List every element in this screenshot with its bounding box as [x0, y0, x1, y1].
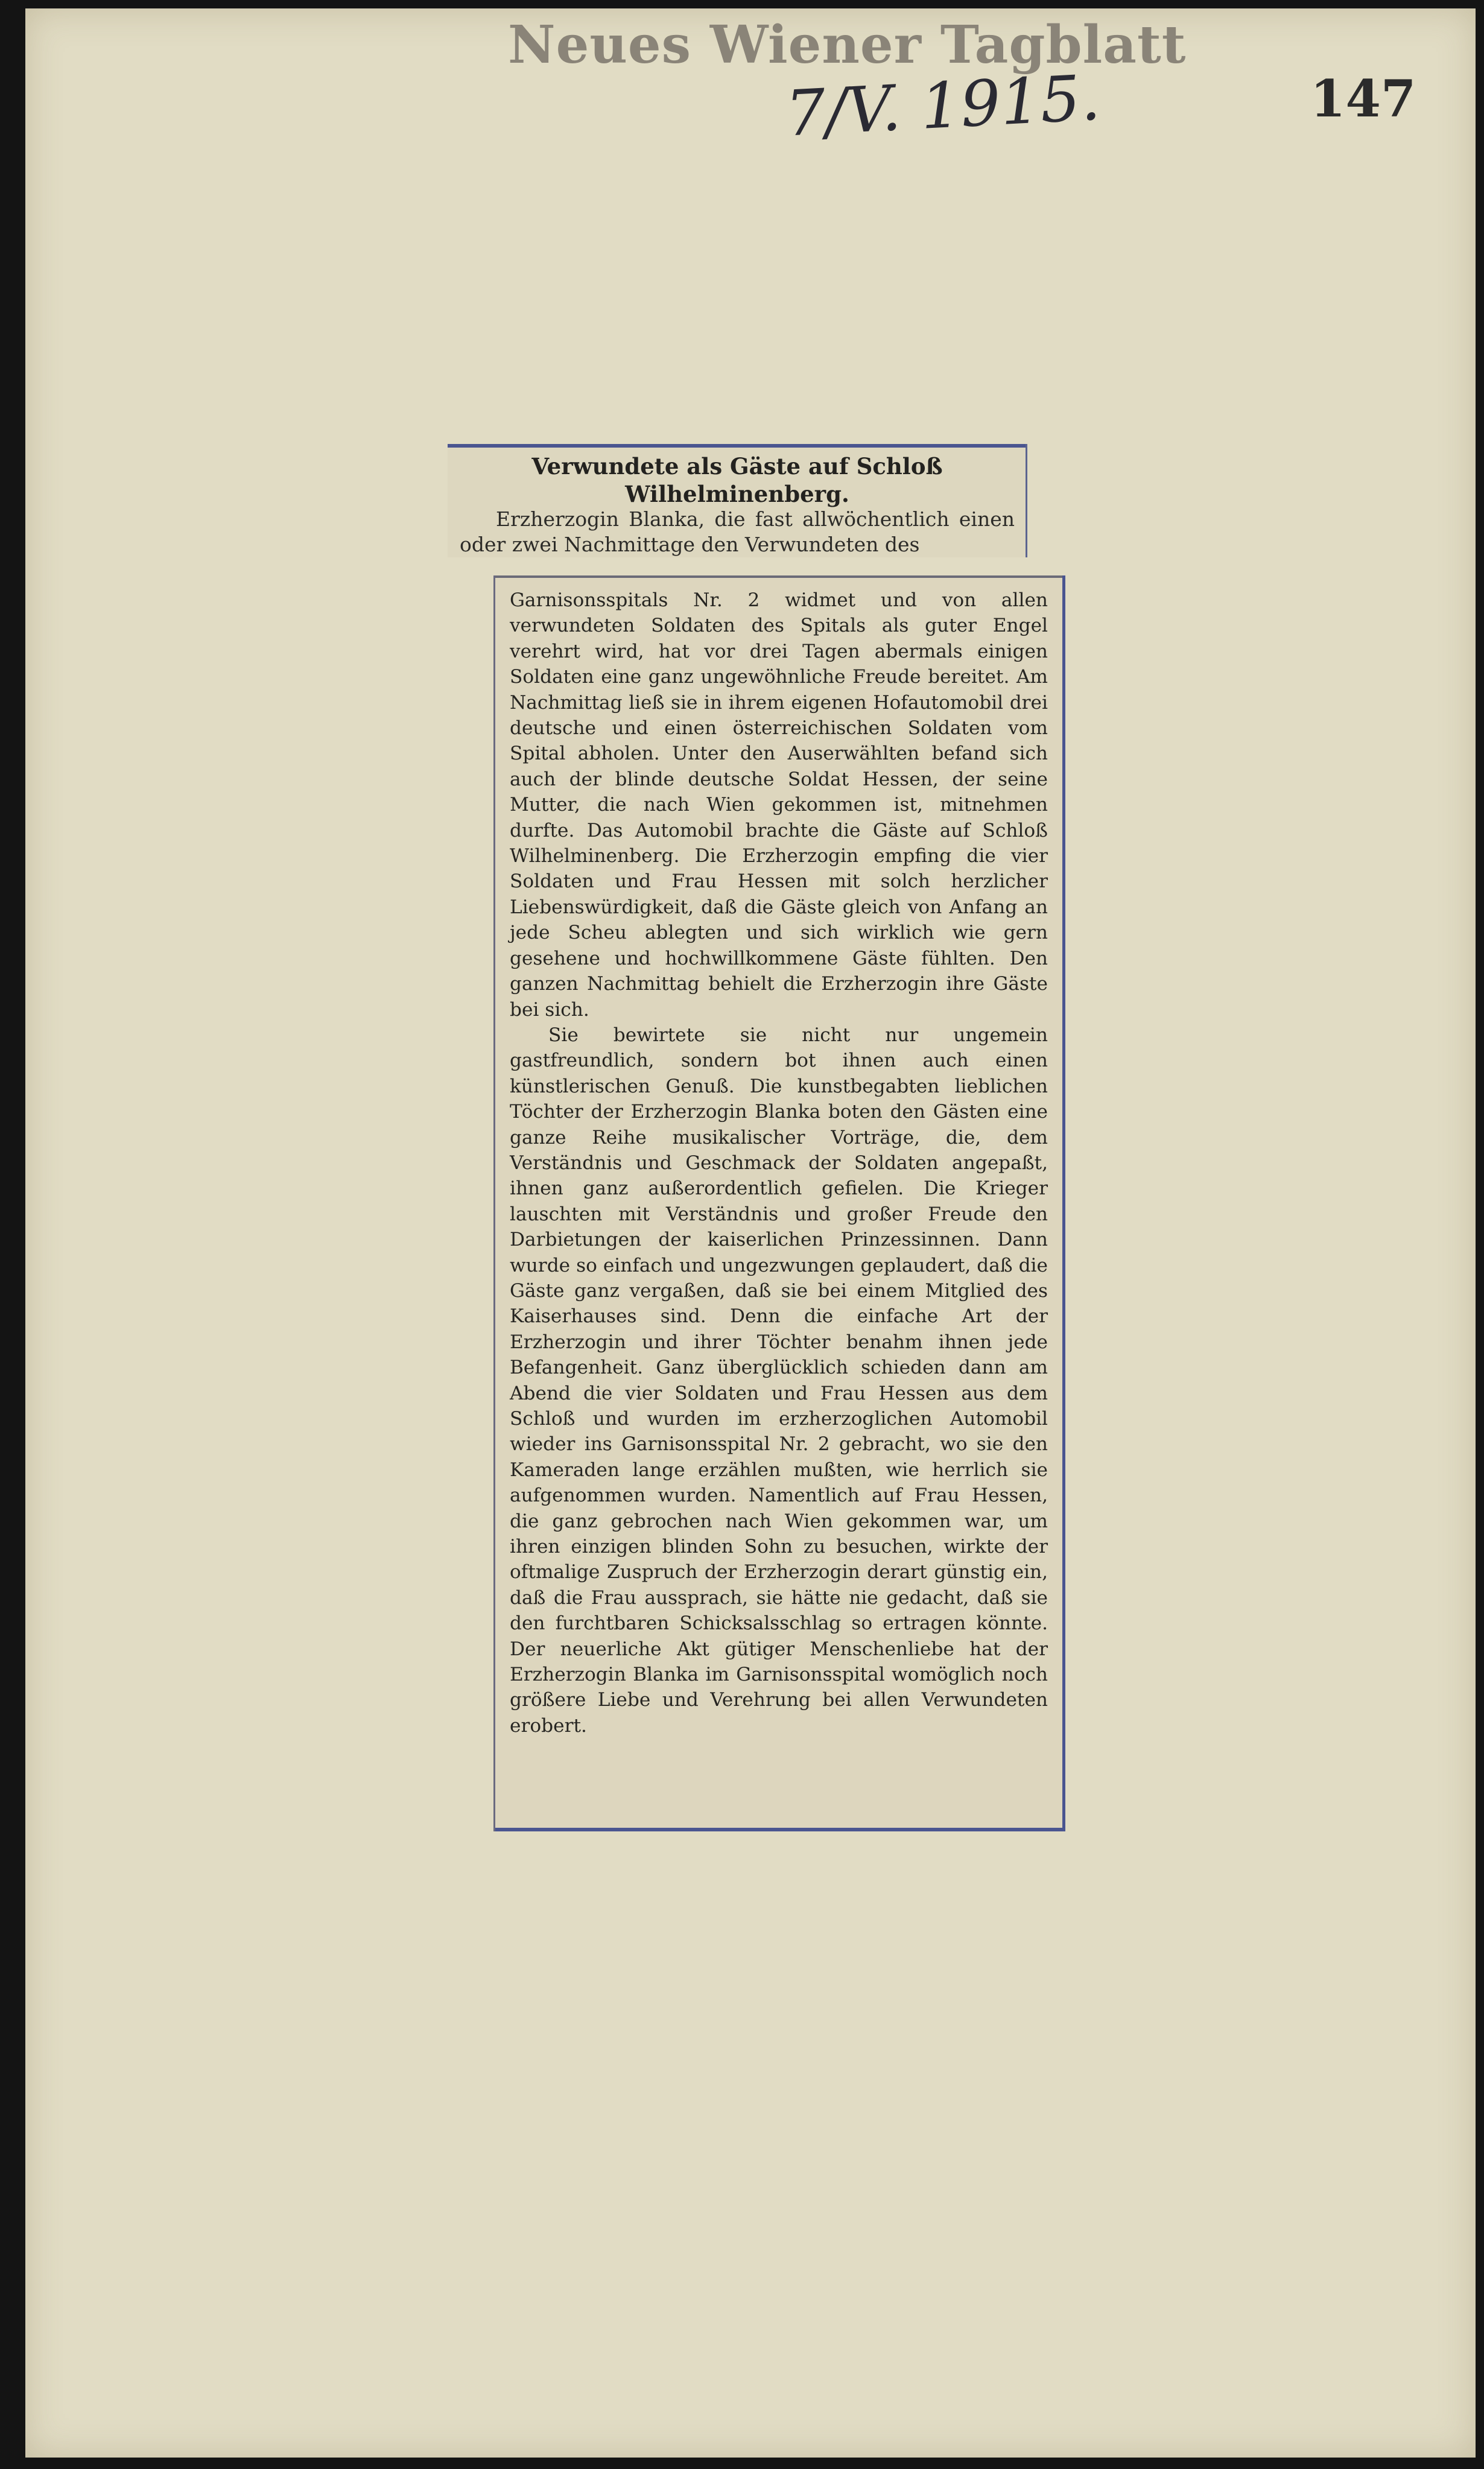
page-number: 147: [1310, 69, 1416, 128]
article-intro: Erzherzogin Blanka, die fast allwöchentlich einen oder zwei Nachmittage den Verwundeten des: [460, 507, 1015, 556]
clipping-header: [448, 444, 1027, 557]
archive-page: [25, 8, 1476, 2458]
article-paragraph-2: Sie bewirtete sie nicht nur ungemein gastfreundlich, sondern bot ihnen auch einen künstlerischen Genuß. Die kunstbegabten lieblichen Töchter der Erzherzogin Blanka boten den Gästen eine ganze Reihe musikalischer Vorträge, die, dem Verständnis und Geschmack der Soldaten angepaßt, ihnen ganz außerordentlich gefielen. Die Krieger lauschten mit Verständnis und großer Freude den Darbietungen der kaiserlichen Prinzessinnen. Dann wurde so einfach und ungezwungen geplaudert, daß die Gäste ganz vergaßen, daß sie bei einem Mitglied des Kaiserhauses sind. Denn die einfache Art der Erzherzogin und ihrer Töchter benahm ihnen jede Befangenheit. Ganz überglücklich schieden dann am Abend die vier Soldaten und Frau Hessen aus dem Schloß und wurden im erzherzoglichen Automobil wieder ins Garnisonsspital Nr. 2 gebracht, wo sie den Kameraden lange erzählen mußten, wie herrlich sie aufgenommen wurden. Namentlich auf Frau Hessen, die ganz gebrochen nach Wien gekommen war, um ihren einzigen blinden Sohn zu besuchen, wirkte der oftmalige Zuspruch der Erzherzogin derart günstig ein, daß die Frau aussprach, sie hätte nie gedacht, daß sie den furchtbaren Schicksalsschlag so ertragen könnte. Der neuerliche Akt gütiger Menschenliebe hat der Erzherzogin Blanka im Garnisonsspital womöglich noch größere Liebe und Verehrung bei allen Verwundeten erobert.: [510, 1024, 1048, 1737]
newspaper-stamp: Neues Wiener Tagblatt: [508, 14, 1187, 75]
clipping-border: [495, 1828, 1062, 1831]
article-text: [510, 588, 1048, 1738]
article-title: Verwundete als Gäste auf Schloß Wilhelminenberg.: [531, 453, 943, 507]
article-paragraph-1: Garnisonsspitals Nr. 2 widmet und von allen verwundeten Soldaten des Spitals als guter Engel verehrt wird, hat vor drei Tagen abermals einigen Soldaten eine ganz ungewöhnliche Freude bereitet. Am Nachmittag ließ sie in ihrem eigenen Hofautomobil drei deutsche und einen österreichischen Soldaten vom Spital abholen. Unter den Auserwählten befand sich auch der blinde deutsche Soldat Hessen, der seine Mutter, die nach Wien gekommen ist, mitnehmen durfte. Das Automobil brachte die Gäste auf Schloß Wilhelminenberg. Die Erzherzogin empfing die vier Soldaten und Frau Hessen mit solch herzlicher Liebenswürdigkeit, daß die Gäste gleich von Anfang an jede Scheu ablegten und sich wirklich wie gern gesehene und hochwillkommene Gäste fühlten. Den ganzen Nachmittag behielt die Erzherzogin ihre Gäste bei sich.: [510, 589, 1048, 1021]
handwritten-date: 7/V. 1915.: [784, 60, 1102, 151]
clipping-border: [495, 575, 1062, 578]
clipping-border: [448, 444, 1026, 448]
clipping-body: [493, 575, 1065, 1831]
